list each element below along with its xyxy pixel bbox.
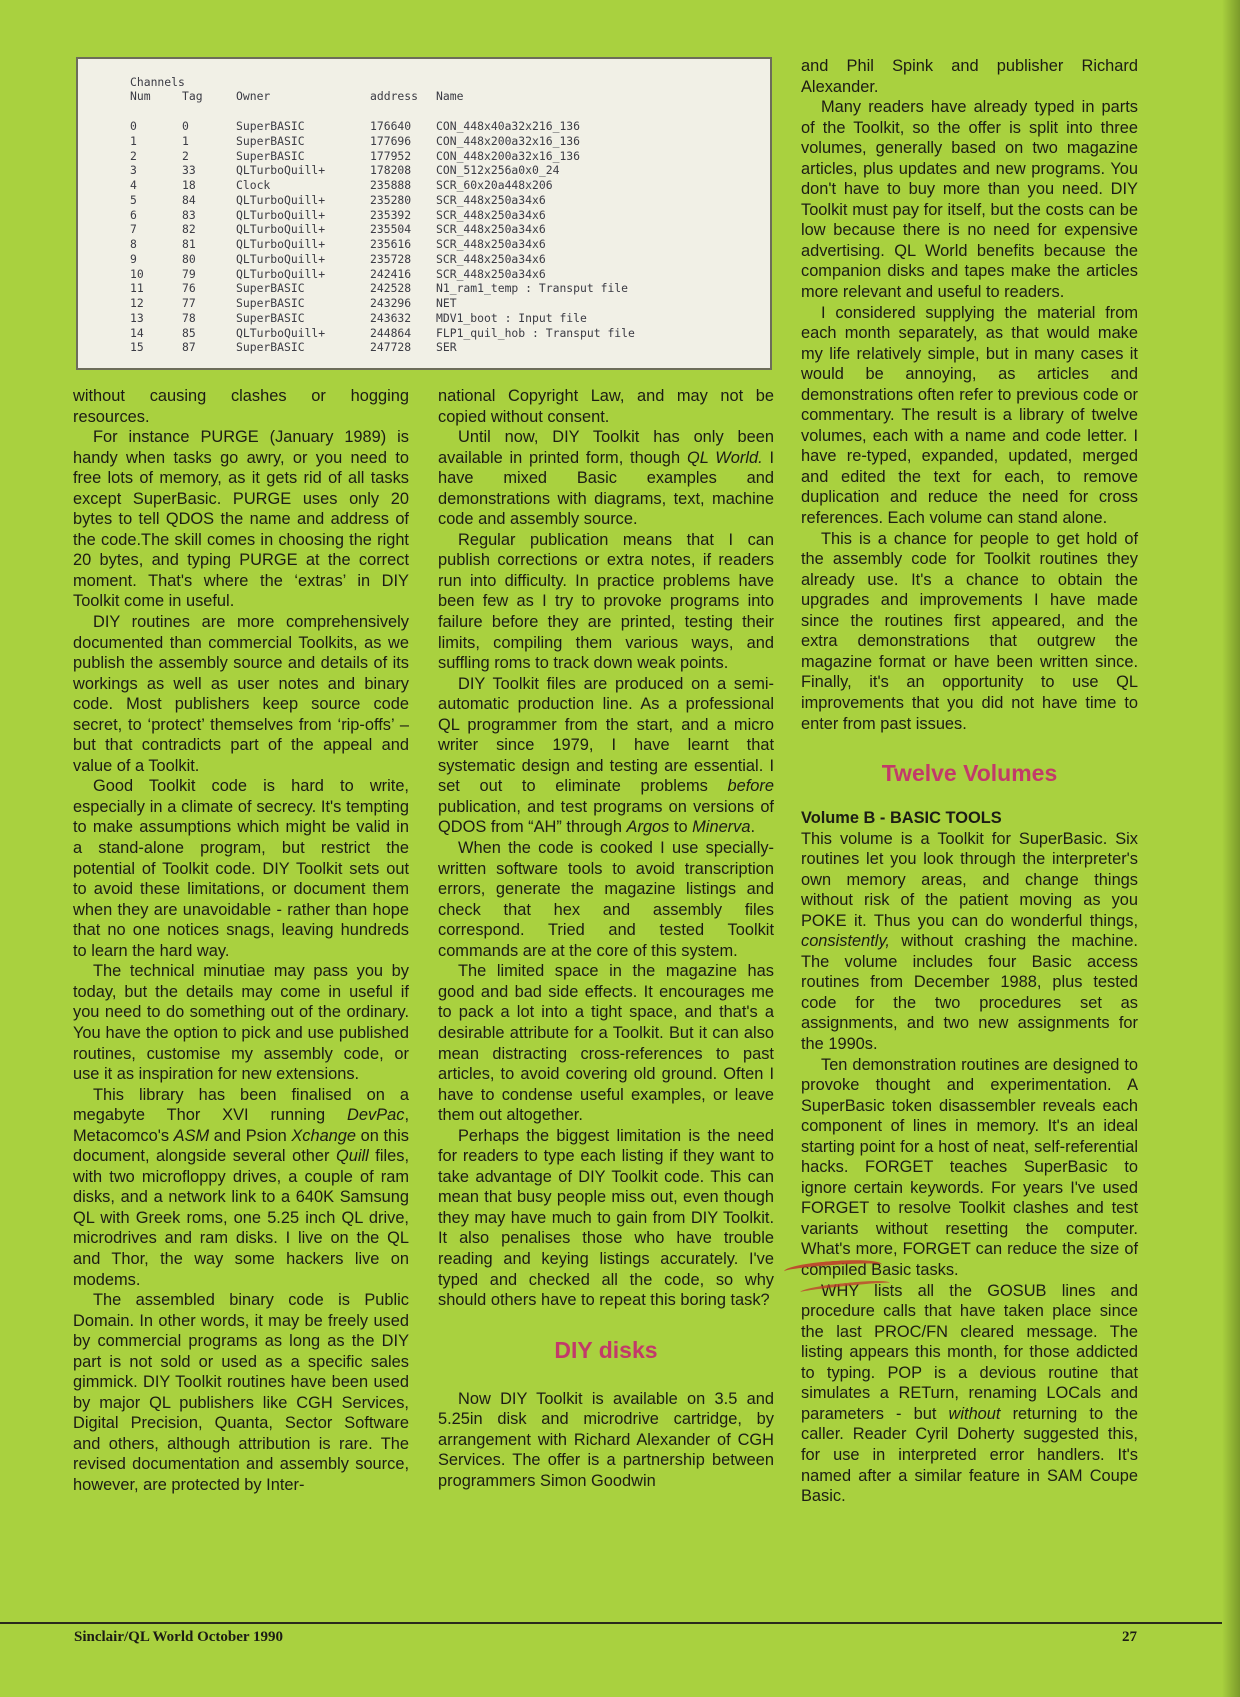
listing-cell: 79 [182,266,196,281]
listing-cell: SCR_448x250a34x6 [436,192,546,207]
listing-cell: SuperBASIC [236,119,305,133]
listing-cell: 235504 [370,222,412,237]
col1-paragraph: without causing clashes or hogging resources. [73,387,409,426]
col2-paragraph: Regular publication means that I can publish corrections or extra notes, if readers run into difficulty. In practice problems have been few as I try to provoke programs into failure before they are printed, testing their limits, compiling them various ways, and suffling roms to track down weak points. [438,530,774,673]
listing-cell: 235616 [370,237,412,251]
listing-cell: SCR_448x250a34x6 [436,222,546,237]
col2-paragraph: Until now, DIY Toolkit has only been available in printed form, though QL World. I have mixed Basic examples and demonstrations with diagrams, text, machine code and assembly source. [438,428,775,529]
listing-cell: 12 [130,296,144,310]
listing-cell: QLTurboQuill+ [236,207,326,222]
listing-cell: 235280 [370,192,412,207]
listing-cell: CON_448x200a32x16_136 [436,148,581,163]
listing-cell: 1 [130,133,137,148]
listing-cell: 83 [182,207,196,222]
footer-rule [0,1622,1240,1624]
listing-cell: 2 [130,148,137,163]
listing-cell: QLTurboQuill+ [236,237,326,251]
listing-cell: SuperBASIC [236,281,305,296]
col3-paragraph: WHY lists all the GOSUB lines and procedure calls that have taken place since the last PROC/FN cleared message. The listing appears this month, for those addicted to typing. POP is a devious routine that simulates a RETurn, renaming LOCals and parameters - but without returning to the caller. Reader Cyril Doherty suggested this, for use in interpreted error handlers. It's named after a similar feature in SAM Coupe Basic. [801,1281,1138,1506]
col3-paragraph: I considered supplying the material from each month separately, as that would make my life relatively simple, but in many cases it would be annoying, as articles and demonstrations often refer to previous code or commentary. The result is a library of twelve volumes, each with a name and code letter. I have re-typed, expanded, updated, merged and edited the text for each, to remove duplication and reduce the need for cross references. Each volume can stand alone. [801,303,1138,528]
listing-header-cell: Tag [182,89,203,103]
col2-paragraph: Now DIY Toolkit is available on 3.5 and 5.25in disk and microdrive cartridge, by arrangement with Richard Alexander of CGH Services. The offer is a partnership between programmers Simon Goodwin [438,1389,774,1490]
listing-cell: SCR_448x250a34x6 [436,207,546,222]
listing-cell: NET [436,296,457,310]
listing-header-cell: Name [436,89,464,103]
listing-cell: SuperBASIC [236,133,305,148]
listing-cell: SER [436,340,457,355]
listing-cell: SuperBASIC [236,296,305,310]
listing-cell: 18 [182,178,196,192]
subheading-volume-b: Volume B - BASIC TOOLS [801,809,1002,828]
col2-paragraph: Perhaps the biggest limitation is the need for readers to type each listing if they want to take advantage of DIY Toolkit code. This can mean that busy people miss out, even though they may have much to gain from DIY Toolkit. It also penalises those who have trouble reading and keying listings accurately. I've typed and checked all the code, so why should others have to repeat this boring task? [438,1126,774,1310]
listing-cell: N1_ram1_temp : Transput file [436,281,629,296]
column-1 [73,386,409,1496]
footer-magazine-title: Sinclair/QL World October 1990 [74,1629,284,1645]
col1-paragraph: Good Toolkit code is hard to write, especially in a climate of secrecy. It's tempting to make assumptions which might be valid in a stand-alone program, but restrict the potential of Toolkit code. DIY Toolkit sets out to avoid these limitations, or document them when they are unavoidable - rather than hope that no one notices snags, leaving hundreds to learn the hard way. [73,777,409,960]
listing-cell: SCR_60x20a448x206 [436,178,553,192]
col1-paragraph: For instance PURGE (January 1989) is handy when tasks go awry, or you need to free lots of memory, as it gets rid of all tasks except SuperBasic. PURGE uses only 20 bytes to tell QDOS the name and address of the code.The skill comes in choosing the right 20 bytes, and typing PURGE at the correct moment. That's where the ‘extras’ in DIY Toolkit come in useful. [73,428,409,611]
col2-paragraph: DIY Toolkit files are produced on a semi-automatic production line. As a professional QL programmer from the start, and a micro writer since 1979, I have learnt that systematic design and testing are essential. I set out to eliminate problems before publication, and test programs on versions of QDOS from “AH” through Argos to Minerva. [438,674,774,837]
listing-header-cell: Owner [236,89,271,103]
listing-cell: 33 [182,163,196,178]
col1-paragraph: The assembled binary code is Public Domain. In other words, it may be freely used by commercial programs as long as the DIY part is not sold or used as a specific sales gimmick. DIY Toolkit routines have been used by major QL publishers like CGH Services, Digital Precision, Quanta, Sector Software and others, although attribution is rare. The revised documentation and assembly source, however, are protected by Inter- [73,1291,409,1494]
listing-cell: 243632 [370,310,412,325]
listing-cell: 7 [130,222,137,237]
listing-cell: QLTurboQuill+ [236,266,326,281]
listing-cell: QLTurboQuill+ [236,192,326,207]
listing-cell: 10 [130,266,144,281]
listing-header-cell: Num [130,89,151,103]
listing-cell: 87 [182,340,196,355]
listing-cell: SCR_448x250a34x6 [436,237,546,251]
listing-cell: 243296 [370,296,412,310]
section-heading-diy-disks: DIY disks [554,1336,658,1363]
listing-cell: QLTurboQuill+ [236,222,326,237]
col1-paragraph: This library has been finalised on a megabyte Thor XVI running DevPac, Metacomco's ASM and Psion Xchange on this document, alongside several other Quill files, with two microfloppy drives, a couple of ram disks, and a network link to a 640K Samsung QL with Greek roms, one 5.25 inch QL drive, microdrives and ram disks. I live on the QL and Thor, the way some hackers live on modems. [73,1085,409,1289]
listing-title: Channels [130,75,185,89]
col1-paragraph: The technical minutiae may pass you by today, but the details may come in useful if you need to do something out of the ordinary. You have the option to pick and use published routines, customise my assembly code, or use it as inspiration for new extensions. [73,962,409,1084]
listing-header-cell: address [370,89,419,103]
listing-cell: 6 [130,207,137,222]
listing-cell: 235728 [370,251,412,266]
listing-cell: 14 [130,325,144,340]
listing-cell: SuperBASIC [236,148,305,163]
listing-cell: 177696 [370,133,412,148]
listing-cell: Clock [236,178,271,192]
listing-cell: 9 [130,251,137,266]
listing-cell: 242528 [370,281,412,296]
col3-paragraph: and Phil Spink and publisher Richard Alexander. [801,57,1138,96]
col2-paragraph: national Copyright Law, and may not be copied without consent. [438,387,774,426]
listing-cell: 8 [130,237,137,251]
listing-cell: 76 [182,281,196,296]
listing-cell: 84 [182,192,196,207]
col3-paragraph: Many readers have already typed in parts of the Toolkit, so the offer is split into three volumes, generally based on two magazine articles, plus updates and new programs. You don't have to buy more than you need. DIY Toolkit must pay for itself, but the costs can be low because there is no need for expensive advertising. QL World benefits because the companion disks and tapes make the articles more relevant and useful to readers. [801,98,1138,302]
listing-cell: 82 [182,222,196,237]
listing-cell: 80 [182,251,196,266]
listing-cell: SCR_448x250a34x6 [436,266,546,281]
listing-cell: CON_512x256a0x0_24 [436,163,560,178]
page-edge-shadow [1222,0,1240,1697]
listing-cell: QLTurboQuill+ [236,251,326,266]
listing-cell: 4 [130,178,137,192]
listing-cell: 235888 [370,178,412,192]
listing-cell: 15 [130,340,144,355]
col2-paragraph: When the code is cooked I use specially-written software tools to avoid transcription errors, generate the magazine listings and check that hex and assembly files correspond. Tried and tested Toolkit commands are at the core of this system. [438,839,774,960]
listing-cell: 11 [130,281,144,296]
listing-cell: CON_448x40a32x216_136 [436,119,581,133]
listing-cell: 77 [182,296,196,310]
listing-cell: 81 [182,237,196,251]
listing-cell: 244864 [370,325,412,340]
section-heading-twelve-volumes: Twelve Volumes [881,760,1058,787]
col1-paragraph: DIY routines are more comprehensively documented than commercial Toolkits, as we publish the assembly source and details of its workings as well as user notes and binary code. Most publishers keep source code secret, to ‘protect’ themselves from ‘rip-offs’ – but that contradicts part of the appeal and value of a Toolkit. [73,613,409,775]
listing-cell: 13 [130,310,144,325]
col2-paragraph: The limited space in the magazine has good and bad side effects. It encourages me to pack a lot into a tight space, and that's a desirable attribute for a Toolkit. But it can also mean distracting cross-references to past articles, to avoid covering old ground. Often I have to condense useful examples, or leave them out altogether. [438,962,774,1125]
listing-cell: 242416 [370,266,412,281]
listing-cell: MDV1_boot : Input file [436,310,587,325]
col3-paragraph: This is a chance for people to get hold of the assembly code for Toolkit routines they already use. It's a chance to obtain the upgrades and improvements I have made since the routines first appeared, and the extra demonstrations that outgrew the magazine format or have been written since. Finally, it's an opportunity to use QL improvements that you did not have time to enter from past issues. [801,529,1138,733]
listing-cell: 1 [182,133,189,148]
page-number: 27 [1122,1629,1137,1645]
column-2 [438,386,774,1491]
listing-cell: 85 [182,325,196,340]
listing-cell: 78 [182,310,196,325]
listing-cell: 178208 [370,163,412,178]
col3-paragraph: Ten demonstration routines are designed to provoke thought and experimentation. A SuperBasic token disassembler reveals each component of lines in memory. It's an ideal starting point for a host of neat, self-referential hacks. FORGET teaches SuperBasic to ignore certain keywords. For years I've used FORGET to resolve Toolkit clashes and test variants without resetting the computer. What's more, FORGET can reduce the size of compiled Basic tasks. [801,1055,1138,1280]
listing-cell: SuperBASIC [236,310,305,325]
listing-cell: 235392 [370,207,412,222]
listing-cell: 3 [130,163,137,178]
listing-cell: 247728 [370,340,412,355]
col3-paragraph: This volume is a Toolkit for SuperBasic. Six routines let you look through the interpreter's own memory areas, and change things without risk of the patient moving as you POKE it. Thus you can do wonderful things, consistently, without crashing the machine. The volume includes four Basic access routines from December 1988, plus tested code for the two procedures set as assignments, and two new assignments for the 1990s. [801,829,1138,1054]
listing-cell: SuperBASIC [236,340,305,355]
listing-cell: 0 [182,119,189,133]
listing-cell: 176640 [370,119,412,133]
channel-listing-screenshot [76,57,772,370]
listing-cell: QLTurboQuill+ [236,325,326,340]
listing-cell: 5 [130,192,137,207]
listing-cell: 0 [130,119,137,133]
listing-cell: CON_448x200a32x16_136 [436,133,581,148]
listing-cell: SCR_448x250a34x6 [436,251,546,266]
listing-cell: 2 [182,148,189,163]
listing-cell: QLTurboQuill+ [236,163,326,178]
listing-cell: 177952 [370,148,412,163]
listing-cell: FLP1_quil_hob : Transput file [436,325,635,340]
